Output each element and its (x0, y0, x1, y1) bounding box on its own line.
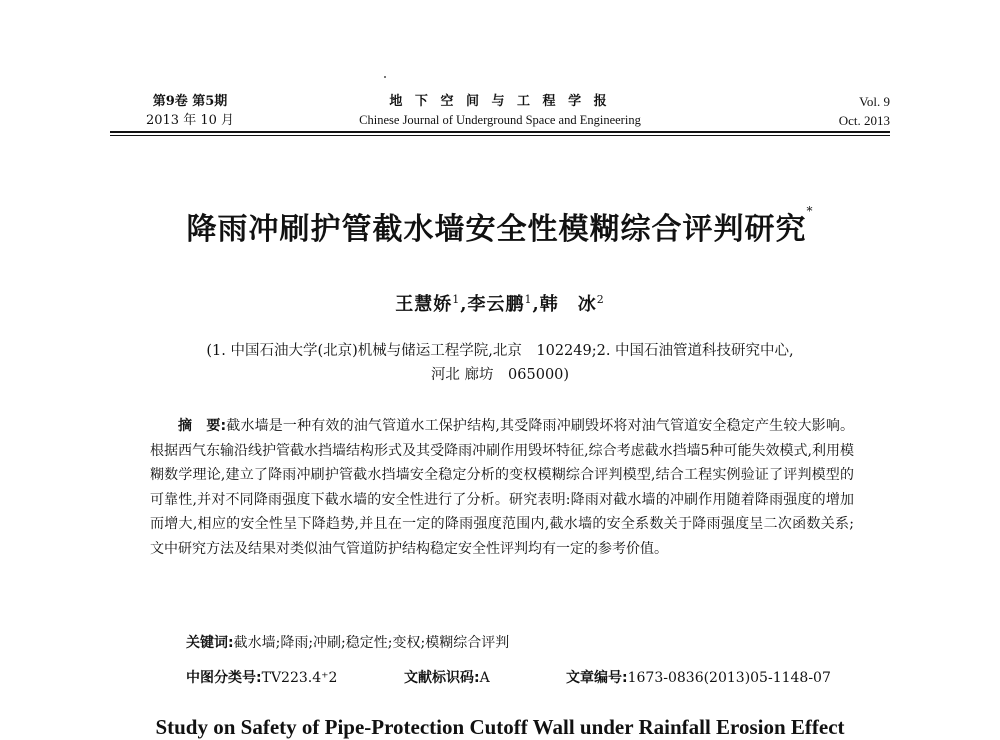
abstract-text: 截水墙是一种有效的油气管道水工保护结构,其受降雨冲刷毁坏将对油气管道安全稳定产生较大影响。根据西气东输沿线护管截水挡墙结构形式及其受降雨冲刷作用毁坏特征,综合考虑截水挡墙5种可能失效模式,利用模糊数学理论,建立了降雨冲刷护管截水挡墙安全稳定分析的变权模糊综合评判模型,结合工程实例验证了评判模型的可靠性,并对不同降雨强度下截水墙的安全性进行了分析。研究表明:降雨对截水墙的冲刷作用随着降雨强度的增加而增大,相应的安全性呈下降趋势,并且在一定的降雨强度范围内,截水墙的安全系数关于降雨强度呈二次函数关系;文中研究方法及结果对类似油气管道防护结构稳定安全性评判均有一定的参考价值。 (150, 418, 854, 557)
clc-label: 中图分类号: (186, 670, 262, 686)
author-separator: , (460, 294, 468, 315)
issue-info-en (770, 92, 890, 130)
volume-en: Vol. 9 (859, 94, 890, 109)
affiliation-line: (1. 中国石油大学(北京)机械与储运工程学院,北京 102249;2. 中国石油管道科技研究中心, (206, 343, 794, 359)
english-title: Study on Safety of Pipe-Protection Cutoff Wall under Rainfall Erosion Effect (155, 715, 845, 739)
document-code (404, 667, 566, 689)
affiliation-line: 河北 廊坊 065000) (430, 367, 570, 383)
scan-speck (384, 76, 386, 78)
running-header (110, 92, 890, 132)
doc-label: 文献标识码: (404, 670, 480, 686)
clc-value: TV223.4⁺2 (261, 670, 338, 686)
issue-date-cn: 2013 年 10 月 (145, 113, 235, 128)
issue-info (110, 92, 270, 130)
article-value: 1673-0836(2013)05-1148-07 (627, 670, 831, 686)
header-rule-thin (110, 135, 890, 136)
journal-name (290, 92, 710, 130)
journal-name-en: Chinese Journal of Underground Space and Engineering (359, 113, 641, 127)
header-rule-thick (110, 131, 890, 133)
author-affil-mark: 2 (596, 293, 605, 306)
author-name: 韩 冰 (539, 294, 597, 315)
volume-issue-cn: 第9卷 第5期 (152, 94, 228, 109)
keywords-text: 截水墙;降雨;冲刷;稳定性;变权;模糊综合评判 (233, 635, 510, 651)
issue-date-en: Oct. 2013 (838, 113, 890, 128)
paper-title-text: 降雨冲刷护管截水墙安全性模糊综合评判研究 (186, 212, 807, 247)
abstract-label: 摘 要: (178, 418, 227, 434)
article-label: 文章编号: (566, 670, 628, 686)
author-affil-mark: 1 (452, 293, 461, 306)
clc-number (186, 667, 404, 689)
keywords (186, 632, 866, 654)
author-affil-mark: 1 (524, 293, 533, 306)
abstract (150, 414, 854, 561)
author-list (0, 290, 1000, 316)
doc-value: A (479, 670, 490, 686)
journal-name-cn: 地 下 空 间 与 工 程 学 报 (389, 94, 611, 109)
paper-title (0, 204, 1000, 248)
author-separator: , (532, 294, 540, 315)
title-footnote-mark: * (806, 204, 814, 218)
affiliations (120, 339, 880, 387)
author-name: 王慧娇 (395, 294, 453, 315)
article-number (566, 667, 831, 689)
keywords-label: 关键词: (186, 635, 234, 651)
author-name: 李云鹏 (467, 294, 525, 315)
classification-line (186, 667, 866, 689)
